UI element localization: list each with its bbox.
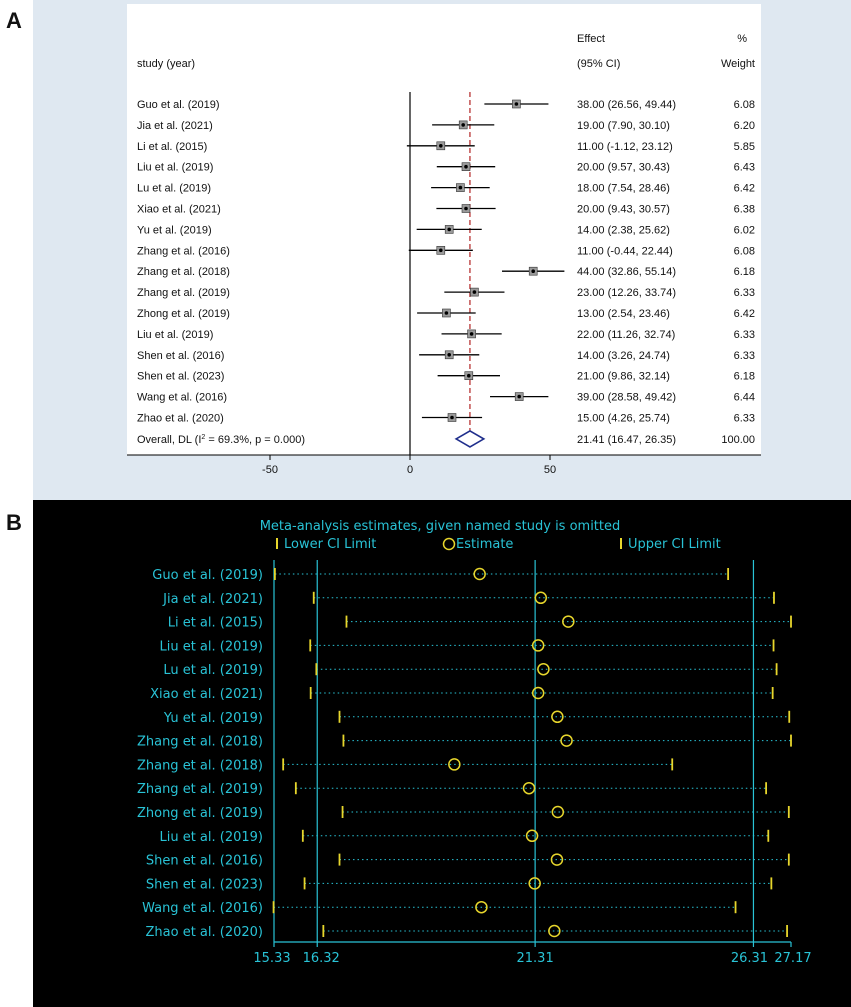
- ci-text: 15.00 (4.26, 25.74): [577, 412, 670, 425]
- forest-plot: [33, 0, 851, 500]
- study-label: Yu et al. (2019): [163, 710, 263, 726]
- ci-text: 21.00 (9.86, 32.14): [577, 370, 670, 383]
- ci-text: 20.00 (9.43, 30.57): [577, 203, 670, 216]
- weight-value: 6.20: [733, 119, 755, 132]
- effect-point: [470, 332, 474, 336]
- effect-point: [531, 269, 535, 273]
- legend-estimate-marker: [444, 539, 455, 550]
- weight-value: 6.33: [733, 412, 755, 425]
- ci-text: 20.00 (9.57, 30.43): [577, 161, 670, 174]
- x-tick-label: 50: [543, 464, 557, 476]
- ci-text: 11.00 (-1.12, 23.12): [577, 140, 673, 153]
- ci-text: 38.00 (26.56, 49.44): [577, 99, 677, 111]
- effect-point: [515, 102, 519, 106]
- study-label: Liu et al. (2019): [159, 829, 263, 845]
- effect-point: [473, 290, 477, 294]
- study-label: Li et al. (2015): [167, 615, 263, 631]
- legend-estimate-label: Estimate: [456, 537, 514, 552]
- study-header: study (year): [137, 58, 196, 70]
- effect-point: [447, 228, 451, 232]
- ci-text: 18.00 (7.54, 28.46): [577, 182, 670, 195]
- study-label: Zhang et al. (2019): [137, 287, 230, 300]
- effect-point: [464, 207, 468, 211]
- effect-point: [439, 144, 443, 148]
- study-label: Li et al. (2015): [137, 140, 208, 153]
- effect-point: [467, 374, 471, 378]
- weight-value: 6.44: [733, 391, 755, 404]
- weight-value: 6.18: [733, 266, 755, 279]
- study-label: Jia et al. (2021): [163, 591, 263, 607]
- effect-point: [447, 353, 451, 357]
- panel-b-label: B: [6, 510, 22, 535]
- overall-label: Overall, DL ($I^2 = 69.3\%$, p = 0.000): [137, 433, 305, 446]
- weight-value: 6.33: [733, 349, 755, 362]
- weight-value: 5.85: [733, 140, 755, 153]
- legend-upper-label: Upper CI Limit: [628, 537, 721, 552]
- ci-text: 44.00 (32.86, 55.14): [577, 266, 677, 279]
- forest-plot-panel: [33, 0, 851, 500]
- study-label: Liu et al. (2019): [137, 161, 214, 174]
- ci-text: 14.00 (3.26, 24.74): [577, 349, 670, 362]
- weight-value: 6.43: [733, 161, 755, 174]
- weight-header: Weight: [720, 58, 755, 70]
- study-label: Shen et al. (2016): [137, 349, 225, 362]
- ci-text: 13.00 (2.54, 23.46): [577, 308, 670, 320]
- study-label: Guo et al. (2019): [137, 99, 220, 111]
- ci-text: 19.00 (7.90, 30.10): [577, 119, 670, 132]
- sensitivity-plot-panel: [33, 500, 851, 1007]
- study-label: Lu et al. (2019): [137, 182, 211, 195]
- study-label: Zhao et al. (2020): [137, 412, 224, 425]
- study-label: Zhang et al. (2018): [137, 266, 230, 279]
- sensitivity-plot: [33, 500, 851, 1007]
- study-label: Wang et al. (2016): [137, 391, 228, 404]
- study-label: Xiao et al. (2021): [137, 203, 221, 216]
- weight-value: 6.33: [733, 287, 755, 300]
- effect-point: [445, 311, 449, 315]
- weight-value: 6.08: [733, 245, 755, 258]
- ci-text: 23.00 (12.26, 33.74): [577, 287, 677, 300]
- weight-value: 6.42: [733, 182, 755, 195]
- weight-value: 6.38: [733, 203, 755, 216]
- study-label: Wang et al. (2016): [142, 901, 263, 917]
- study-label: Zhang et al. (2018): [136, 734, 263, 750]
- x-tick-label: 21.31: [516, 951, 554, 966]
- weight-value: 6.02: [733, 224, 755, 237]
- estimate-marker: [474, 569, 485, 580]
- effect-point: [461, 123, 465, 127]
- study-label: Shen et al. (2016): [145, 853, 263, 869]
- study-label: Zhang et al. (2016): [137, 245, 230, 258]
- study-label: Zhang et al. (2019): [136, 782, 263, 798]
- study-label: Zhang et al. (2018): [136, 758, 263, 774]
- ci-text: 22.00 (11.26, 32.74): [577, 328, 676, 341]
- study-label: Jia et al. (2021): [137, 119, 213, 132]
- study-label: Shen et al. (2023): [137, 370, 225, 383]
- estimate-marker: [561, 735, 572, 746]
- ci-text: 11.00 (-0.44, 22.44): [577, 245, 673, 258]
- estimate-marker: [533, 640, 544, 651]
- x-tick-label: 16.32: [302, 951, 340, 966]
- study-label: Xiao et al. (2021): [150, 687, 263, 702]
- ci-header: (95% CI): [577, 58, 621, 70]
- sensitivity-title: Meta-analysis estimates, given named study is omitted: [259, 519, 621, 534]
- x-tick-label: 0: [406, 464, 414, 476]
- weight-value: 6.33: [733, 328, 755, 341]
- study-label: Zhong et al. (2019): [136, 806, 263, 821]
- study-label: Zhao et al. (2020): [145, 925, 263, 940]
- panel-a-label: A: [6, 8, 22, 33]
- x-tick-label: 26.31: [730, 951, 769, 966]
- percent-header: %: [737, 33, 747, 45]
- overall-weight: 100.00: [721, 433, 755, 446]
- study-label: Yu et al. (2019): [137, 224, 212, 237]
- weight-value: 6.18: [733, 370, 755, 383]
- effect-point: [450, 416, 454, 420]
- study-label: Liu et al. (2019): [159, 639, 263, 655]
- legend-lower-label: Lower CI Limit: [284, 537, 377, 552]
- effect-point: [459, 186, 463, 190]
- estimate-marker: [524, 783, 535, 794]
- x-tick-label: -50: [262, 464, 278, 476]
- ci-text: 39.00 (28.58, 49.42): [577, 391, 677, 404]
- ci-text: 14.00 (2.38, 25.62): [577, 224, 670, 237]
- weight-value: 6.42: [733, 308, 755, 320]
- effect-point: [517, 395, 521, 399]
- estimate-marker: [533, 688, 544, 699]
- effect-point: [439, 249, 443, 253]
- study-label: Guo et al. (2019): [152, 568, 263, 583]
- overall-ci-text: 21.41 (16.47, 26.35): [577, 433, 677, 446]
- effect-header: Effect: [577, 33, 605, 45]
- study-label: Zhong et al. (2019): [137, 308, 230, 320]
- effect-point: [464, 165, 468, 169]
- study-label: Lu et al. (2019): [163, 663, 263, 679]
- x-tick-label: 15.33: [253, 951, 291, 966]
- weight-value: 6.08: [733, 99, 755, 111]
- study-label: Liu et al. (2019): [137, 328, 214, 341]
- study-label: Shen et al. (2023): [145, 877, 263, 893]
- estimate-marker: [552, 807, 563, 818]
- x-tick-label: 27.17: [774, 951, 812, 966]
